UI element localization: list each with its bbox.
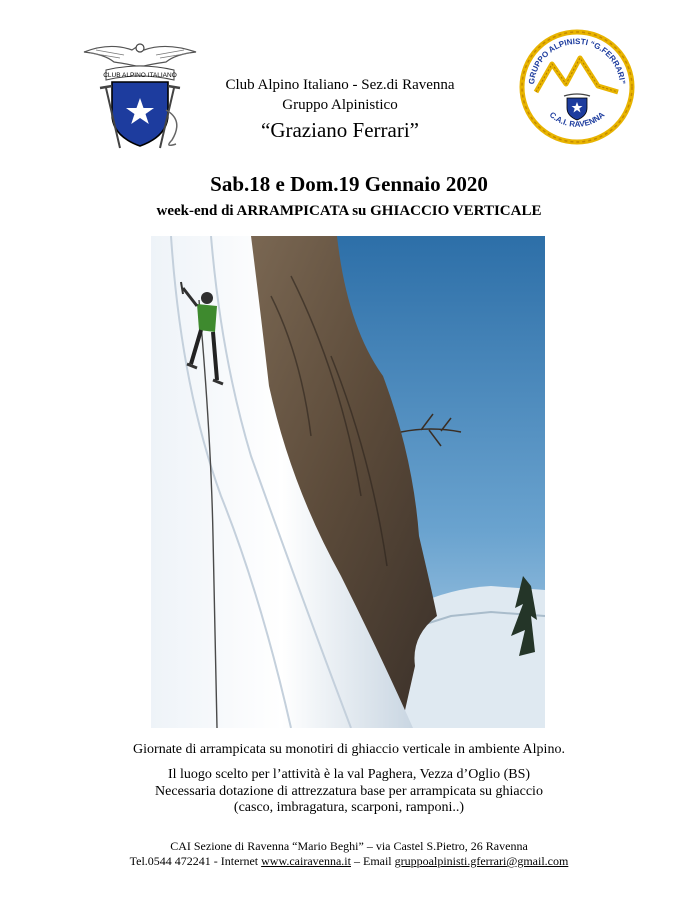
cai-logo xyxy=(80,40,200,152)
footer-address: CAI Sezione di Ravenna “Mario Beghi” – via Castel S.Pietro, 26 Ravenna xyxy=(170,839,528,853)
club-name: Club Alpino Italiano - Sez.di Ravenna xyxy=(225,77,455,93)
group-name: Gruppo Alpinistico xyxy=(282,97,398,113)
website-link[interactable]: www.cairavenna.it xyxy=(261,854,351,868)
ice-climber-photo xyxy=(151,236,545,728)
footer-tel: Tel.0544 472241 - Internet xyxy=(129,854,262,868)
description-line-3: Necessaria dotazione di attrezzatura base per arrampicata su ghiaccio xyxy=(155,784,543,799)
gf-logo-top-text: GRUPPO ALPINISTI “G.FERRARI” xyxy=(527,36,627,85)
event-subtitle: week-end di ARRAMPICATA su GHIACCIO VERTICALE xyxy=(156,203,542,219)
footer-email-label: – Email xyxy=(350,854,395,868)
email-link[interactable]: gruppoalpinisti.gferrari@gmail.com xyxy=(394,854,569,868)
group-dedication: “Graziano Ferrari” xyxy=(261,118,419,142)
event-title: Sab.18 e Dom.19 Gennaio 2020 xyxy=(210,172,488,196)
description-line-1: Giornate di arrampicata su monotiri di ghiaccio verticale in ambiente Alpino. xyxy=(133,742,565,757)
description-line-2: Il luogo scelto per l’attività è la val Paghera, Vezza d’Oglio (BS) xyxy=(167,767,531,782)
description-line-4: (casco, imbragatura, scarponi, ramponi..) xyxy=(233,800,465,815)
cai-logo-text: CLUB ALPINO ITALIANO xyxy=(103,72,177,79)
gf-logo-bottom-text: C.A.I. RAVENNA xyxy=(547,110,607,129)
footer-contacts xyxy=(0,854,698,869)
gruppo-alpinisti-logo xyxy=(518,28,636,146)
